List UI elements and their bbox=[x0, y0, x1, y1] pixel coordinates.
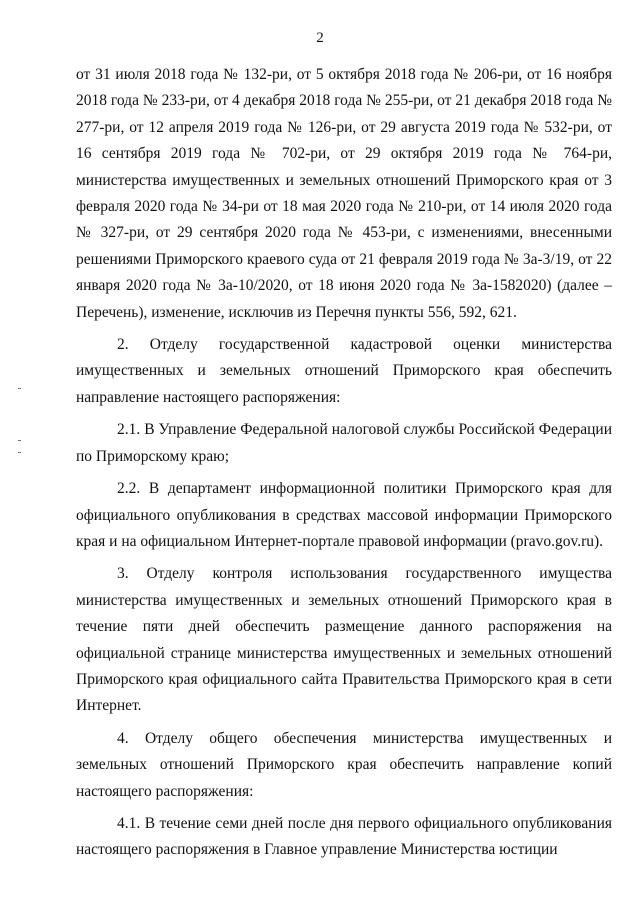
document-body bbox=[76, 62, 612, 864]
paragraph-item-4-1: 4.1. В течение семи дней после дня первого официального опубликования настоящего распоряжения в Главное управление Министерства юстиции bbox=[76, 814, 612, 859]
paragraph-continuation: от 31 июля 2018 года № 132-ри, от 5 октября 2018 года № 206-ри, от 16 ноября 2018 года № 233-ри, от 4 декабря 2018 года № 255-ри, от 21 декабря 2018 года № 277-ри, от 12 апреля 2019 года № 126-ри, от 29 августа 2019 года № 532-ри, от 16 сентября 2019 года № 702-ри, от 29 октября 2019 года № 764-ри, министерства имущественных и земельных отношений Приморского края от 3 февраля 2020 года № 34-ри от 18 мая 2020 года № 210-ри, от 14 июля 2020 года № 327-ри, от 29 сентября 2020 года № 453-ри, с изменениями, внесенными решениями Приморского краевого суда от 21 февраля 2019 года № 3а-3/19, от 22 января 2020 года № 3а-10/2020, от 18 июня 2020 года № 3а-1582020) (далее – Перечень), изменение, исключив из Перечня пункты 556, 592, 621. bbox=[76, 66, 612, 321]
paragraph-item-3: 3. Отделу контроля использования государственного имущества министерства имущественных и земельных отношений Приморского края в течение пяти дней обеспечить размещение данного распоряжения на официальной странице министерства имущественных и земельных отношений Приморского края официального сайта Правительства Приморского края в сети Интернет. bbox=[76, 565, 612, 715]
page-number: 2 bbox=[316, 30, 324, 46]
margin-scan-mark bbox=[18, 388, 21, 389]
margin-scan-mark bbox=[18, 440, 21, 441]
margin-scan-mark bbox=[18, 452, 21, 453]
paragraph-item-2-1: 2.1. В Управление Федеральной налоговой службы Российской Федерации по Приморскому краю; bbox=[76, 421, 612, 465]
paragraph-item-2: 2. Отделу государственной кадастровой оценки министерства имущественных и земельных отношений Приморского края обеспечить направление настоящего распоряжения: bbox=[76, 336, 612, 406]
paragraph-item-2-2: 2.2. В департамент информационной политики Приморского края для официального опубликования в средствах массовой информации Приморского края и на официальном Интернет-портале правовой информации (pravo.gov.ru). bbox=[76, 480, 612, 550]
paragraph-item-4: 4. Отделу общего обеспечения министерства имущественных и земельных отношений Приморского края обеспечить направление копий настоящего распоряжения: bbox=[76, 729, 612, 800]
